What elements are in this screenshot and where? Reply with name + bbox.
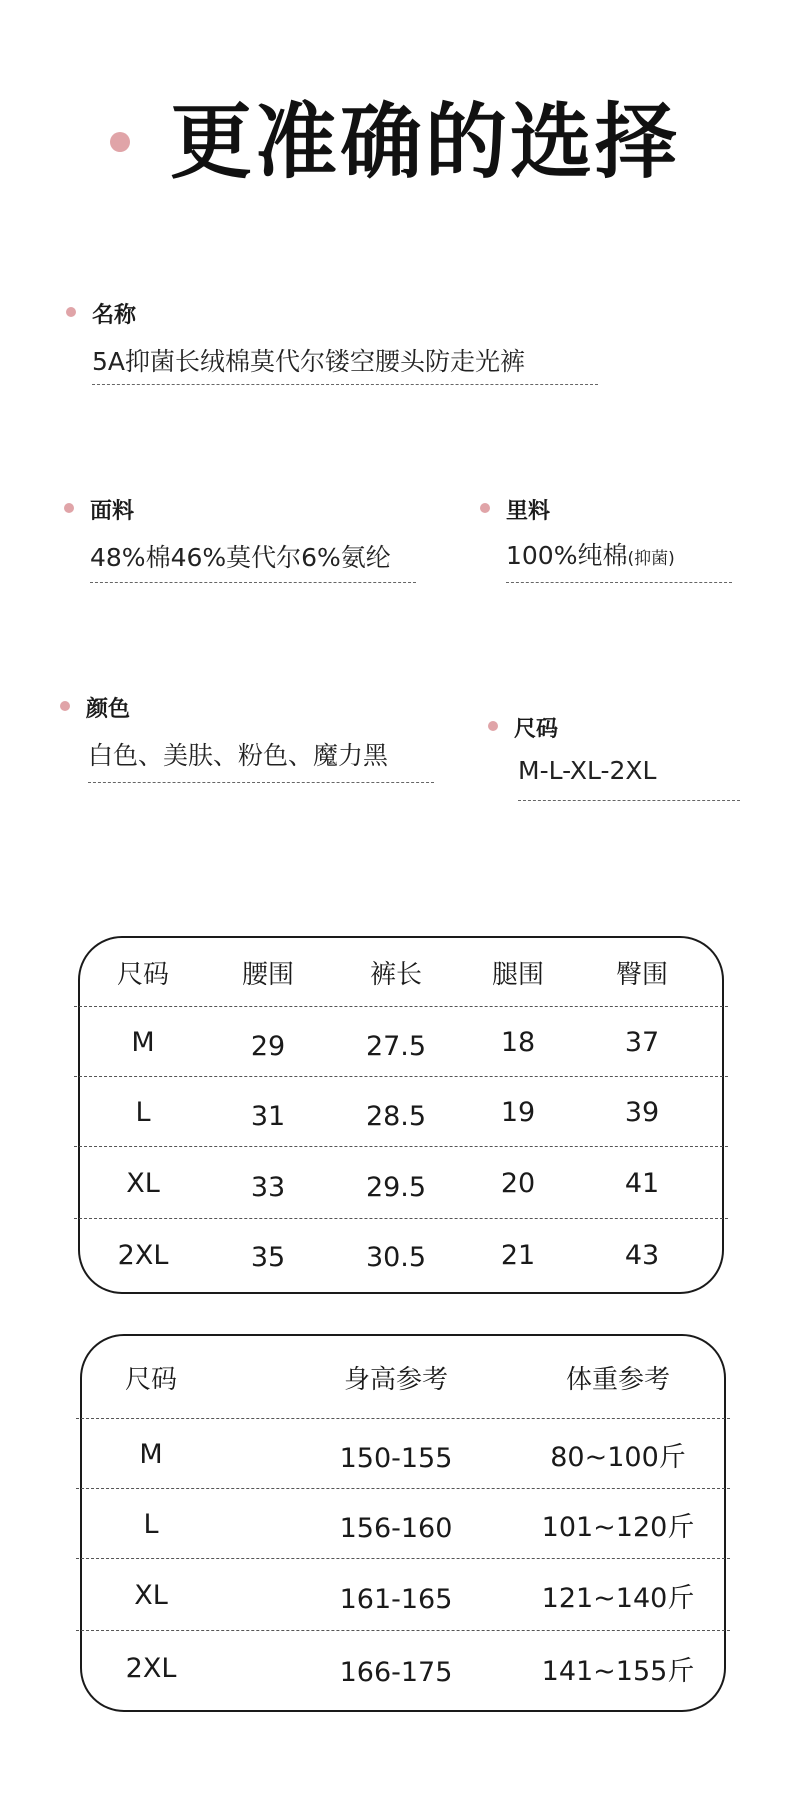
field-color [60, 692, 440, 792]
table-cell: M [139, 1438, 163, 1470]
table-cell: 33 [250, 1171, 286, 1203]
table-row [76, 1490, 730, 1559]
table-cell: 19 [500, 1096, 536, 1128]
bullet-dot-icon [60, 701, 70, 711]
size-measurement-table [78, 936, 724, 1294]
table-row [74, 1220, 728, 1290]
table-cell: 150-155 [339, 1442, 453, 1474]
table-header-cell: 臀围 [615, 959, 668, 990]
table-row [74, 1148, 728, 1219]
table-header-cell: 体重参考 [565, 1364, 670, 1395]
field-value [506, 536, 675, 572]
table-cell: 2XL [125, 1652, 177, 1684]
field-value: 5A抑菌长绒棉莫代尔镂空腰头防走光裤 [92, 347, 526, 376]
table-cell: 28.5 [365, 1100, 427, 1132]
field-size [488, 712, 748, 812]
dashed-divider [88, 782, 434, 783]
field-value: M-L-XL-2XL [518, 756, 657, 785]
field-label: 尺码 [514, 717, 559, 742]
table-cell: 27.5 [365, 1030, 427, 1062]
table-header-row [74, 938, 728, 1007]
lining-note: (抑菌) [627, 549, 675, 569]
lining-value-text: 100%纯棉 [506, 541, 628, 570]
table-cell: M [131, 1026, 155, 1058]
table-row [76, 1560, 730, 1631]
table-header-cell: 裤长 [369, 959, 422, 990]
field-label: 颜色 [86, 697, 131, 722]
field-lining [480, 494, 740, 594]
dashed-divider [92, 384, 598, 385]
table-cell: L [135, 1096, 151, 1128]
table-cell: 29.5 [365, 1171, 427, 1203]
table-cell: 121~140斤 [541, 1582, 695, 1614]
dashed-divider [506, 582, 732, 583]
field-name [66, 298, 606, 398]
table-cell: 37 [624, 1026, 660, 1058]
bullet-dot-icon [110, 132, 130, 152]
table-cell: 101~120斤 [541, 1511, 695, 1543]
table-cell: 20 [500, 1167, 536, 1199]
table-cell: XL [134, 1579, 168, 1611]
table-cell: 43 [624, 1239, 660, 1271]
table-cell: L [143, 1508, 159, 1540]
table-row [76, 1632, 730, 1704]
table-header-cell: 腰围 [241, 959, 294, 990]
field-label: 里料 [506, 499, 551, 524]
table-cell: 31 [250, 1100, 286, 1132]
table-cell: 30.5 [365, 1241, 427, 1273]
table-cell: 18 [500, 1026, 536, 1058]
bullet-dot-icon [488, 721, 498, 731]
table-header-cell: 腿围 [491, 959, 544, 990]
table-cell: 2XL [117, 1239, 169, 1271]
table-cell: 29 [250, 1030, 286, 1062]
table-header-cell: 身高参考 [343, 1364, 448, 1395]
table-cell: 39 [624, 1096, 660, 1128]
dashed-divider [90, 582, 416, 583]
section-title: 更准确的选择 [170, 95, 681, 190]
field-value: 白色、美肤、粉色、魔力黑 [88, 741, 389, 770]
field-value: 48%棉46%莫代尔6%氨纶 [90, 543, 391, 572]
table-row [74, 1078, 728, 1147]
field-label: 名称 [92, 303, 137, 328]
bullet-dot-icon [480, 503, 490, 513]
bullet-dot-icon [66, 307, 76, 317]
size-fit-reference-table [80, 1334, 726, 1712]
table-header-row [76, 1336, 730, 1419]
table-cell: 21 [500, 1239, 536, 1271]
table-row [74, 1008, 728, 1077]
dashed-divider [518, 800, 740, 801]
table-cell: 35 [250, 1241, 286, 1273]
table-cell: 80~100斤 [550, 1441, 686, 1473]
bullet-dot-icon [64, 503, 74, 513]
table-header-cell: 尺码 [124, 1364, 177, 1395]
table-cell: 41 [624, 1167, 660, 1199]
field-label: 面料 [90, 499, 135, 524]
table-cell: 166-175 [339, 1656, 453, 1688]
table-cell: 156-160 [339, 1512, 453, 1544]
table-cell: 141~155斤 [541, 1655, 695, 1687]
field-fabric [64, 494, 424, 594]
table-row [76, 1420, 730, 1489]
table-header-cell: 尺码 [116, 959, 169, 990]
table-cell: 161-165 [339, 1583, 453, 1615]
table-cell: XL [126, 1167, 160, 1199]
section-header [0, 88, 790, 198]
